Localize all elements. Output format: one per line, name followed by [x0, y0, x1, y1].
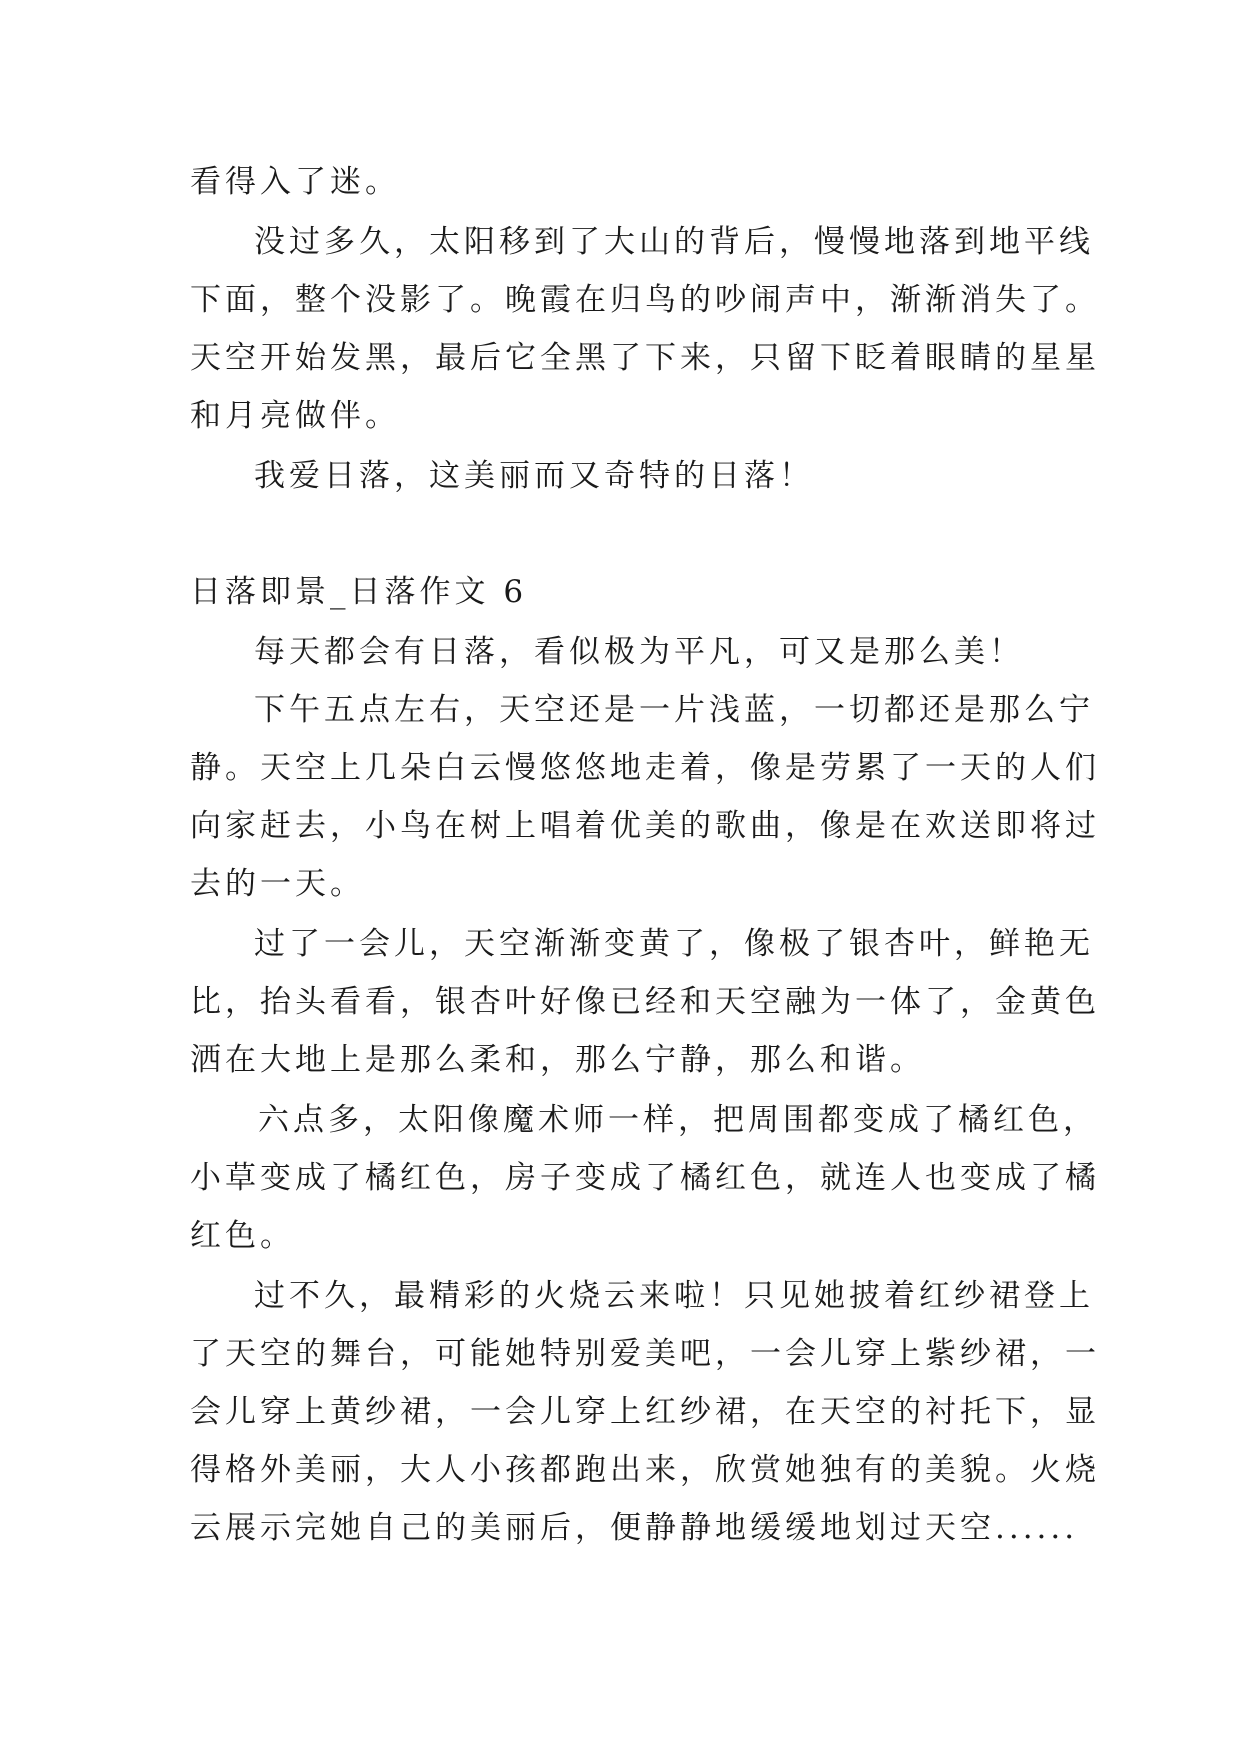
paragraph-line: 下面，整个没影了。晚霞在归鸟的吵闹声中，渐渐消失了。	[190, 282, 1100, 318]
paragraph-line: 洒在大地上是那么柔和，那么宁静，那么和谐。	[190, 1042, 925, 1078]
paragraph-line: 云展示完她自己的美丽后，便静静地缓缓地划过天空......	[190, 1510, 1079, 1546]
paragraph-line: 会儿穿上黄纱裙，一会儿穿上红纱裙，在天空的衬托下，显	[190, 1394, 1100, 1430]
paragraph-line: 下午五点左右，天空还是一片浅蓝，一切都还是那么宁	[254, 692, 1094, 728]
section-title: 日落即景_日落作文 6	[190, 574, 528, 610]
paragraph-line: 看得入了迷。	[190, 164, 400, 200]
paragraph-line: 小草变成了橘红色，房子变成了橘红色，就连人也变成了橘	[190, 1160, 1100, 1196]
paragraph-line: 和月亮做伴。	[190, 398, 400, 434]
paragraph-line: 每天都会有日落，看似极为平凡，可又是那么美！	[254, 634, 1024, 670]
paragraph-line: 没过多久，太阳移到了大山的背后，慢慢地落到地平线	[254, 224, 1094, 260]
paragraph-line: 去的一天。	[190, 866, 365, 902]
paragraph-line: 过不久，最精彩的火烧云来啦！只见她披着红纱裙登上	[254, 1278, 1094, 1314]
paragraph-line: 天空开始发黑，最后它全黑了下来，只留下眨着眼睛的星星	[190, 340, 1100, 376]
paragraph-line: 了天空的舞台，可能她特别爱美吧，一会儿穿上紫纱裙，一	[190, 1336, 1100, 1372]
paragraph-line: 比，抬头看看，银杏叶好像已经和天空融为一体了，金黄色	[190, 984, 1100, 1020]
paragraph-line: 得格外美丽，大人小孩都跑出来，欣赏她独有的美貌。火烧	[190, 1452, 1100, 1488]
paragraph-line: 红色。	[190, 1218, 295, 1254]
paragraph-line: 六点多，太阳像魔术师一样，把周围都变成了橘红色，	[258, 1102, 1098, 1138]
paragraph-line: 静。天空上几朵白云慢悠悠地走着，像是劳累了一天的人们	[190, 750, 1100, 786]
paragraph-line: 过了一会儿，天空渐渐变黄了，像极了银杏叶，鲜艳无	[254, 926, 1094, 962]
paragraph-line: 我爱日落，这美丽而又奇特的日落！	[254, 458, 814, 494]
paragraph-line: 向家赶去，小鸟在树上唱着优美的歌曲，像是在欢送即将过	[190, 808, 1100, 844]
